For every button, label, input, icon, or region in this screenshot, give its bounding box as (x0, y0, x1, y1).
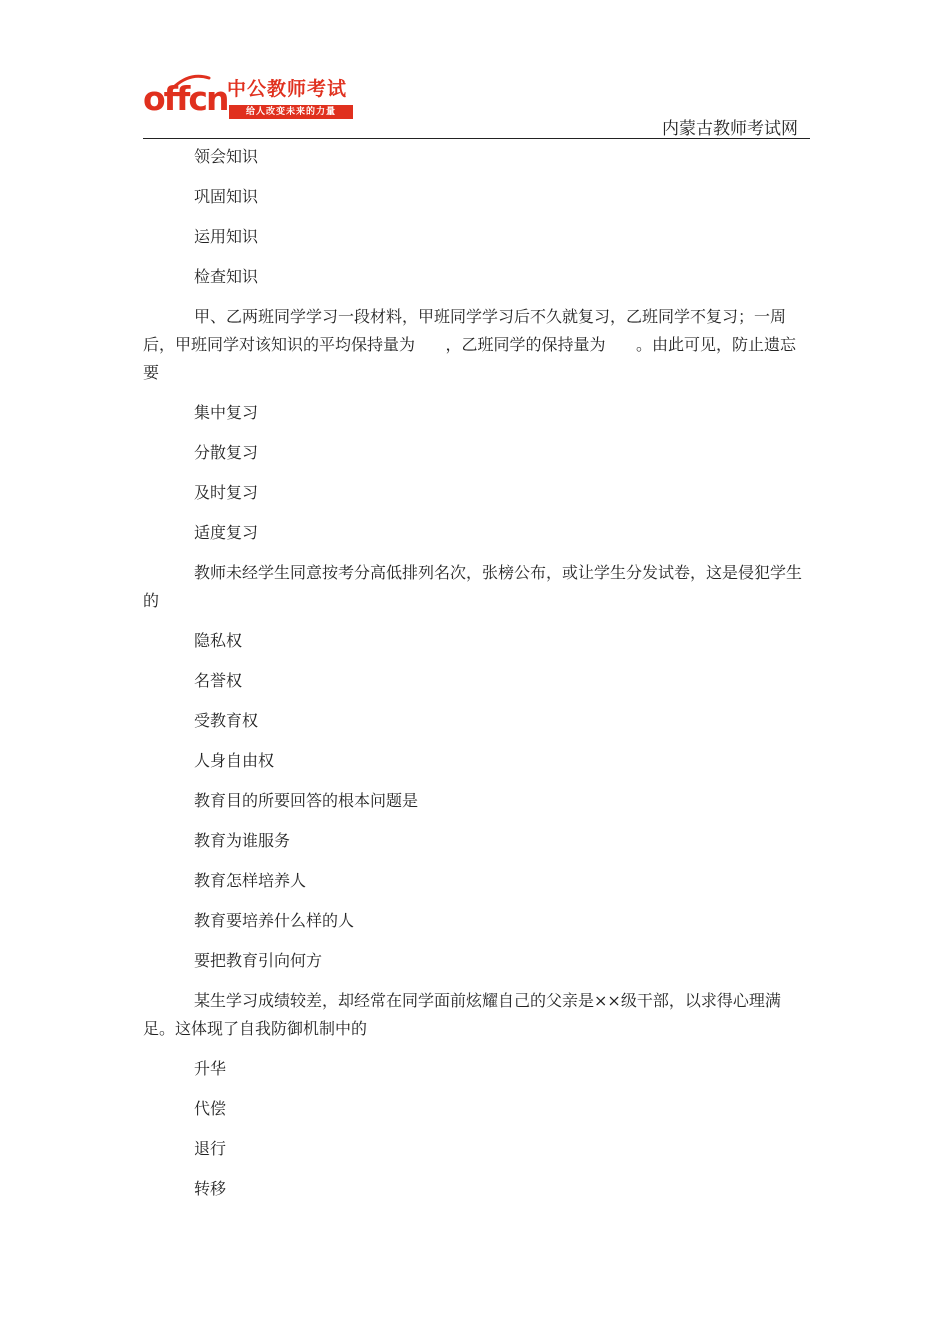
page-header (143, 68, 810, 140)
option-text: 巩固知识 (194, 187, 259, 206)
option-text: 退行 (194, 1139, 227, 1158)
option-text: 代偿 (194, 1099, 227, 1118)
question-text: 教育目的所要回答的根本问题是 (194, 791, 419, 810)
option-text: 教育怎样培养人 (194, 871, 307, 890)
option-text: 领会知识 (194, 147, 259, 166)
option-text: 适度复习 (194, 523, 259, 542)
logo-brand-name: 中公教师考试 (227, 78, 348, 100)
option-text: 运用知识 (194, 227, 259, 246)
option-text: 教育要培养什么样的人 (194, 911, 355, 930)
option-text: 受教育权 (194, 711, 259, 730)
option-text: 分散复习 (194, 443, 259, 462)
option-text: 检查知识 (194, 267, 259, 286)
option-text: 要把教育引向何方 (194, 951, 323, 970)
option-text: 集中复习 (194, 403, 259, 422)
offcn-logo[interactable] (143, 74, 358, 124)
option-text: 教育为谁服务 (194, 831, 291, 850)
logo-wordmark: offcn (143, 79, 228, 118)
option-text: 隐私权 (194, 631, 243, 650)
option-text: 及时复习 (194, 483, 259, 502)
option-text: 名誉权 (194, 671, 243, 690)
question-text: 甲、乙两班同学学习一段材料，甲班同学学习后不久就复习，乙班同学不复习；一周后，甲班同学对该知识的平均保持量为 ，乙班同学的保持量为 。由此可见，防止遗忘要 (143, 307, 797, 382)
option-text: 转移 (194, 1179, 227, 1198)
option-text: 升华 (194, 1059, 227, 1078)
header-divider (143, 138, 810, 139)
question-text: 教师未经学生同意按考分高低排列名次，张榜公布，或让学生分发试卷，这是侵犯学生的 (143, 563, 803, 610)
logo-slogan: 给人改变未来的力量 (229, 105, 353, 119)
document-body (143, 140, 810, 1212)
site-name: 内蒙古教师考试网 (662, 119, 798, 139)
question-text: 某生学习成绩较差，却经常在同学面前炫耀自己的父亲是××级干部，以求得心理满足。这体现了自我防御机制中的 (143, 991, 781, 1038)
option-text: 人身自由权 (194, 751, 275, 770)
